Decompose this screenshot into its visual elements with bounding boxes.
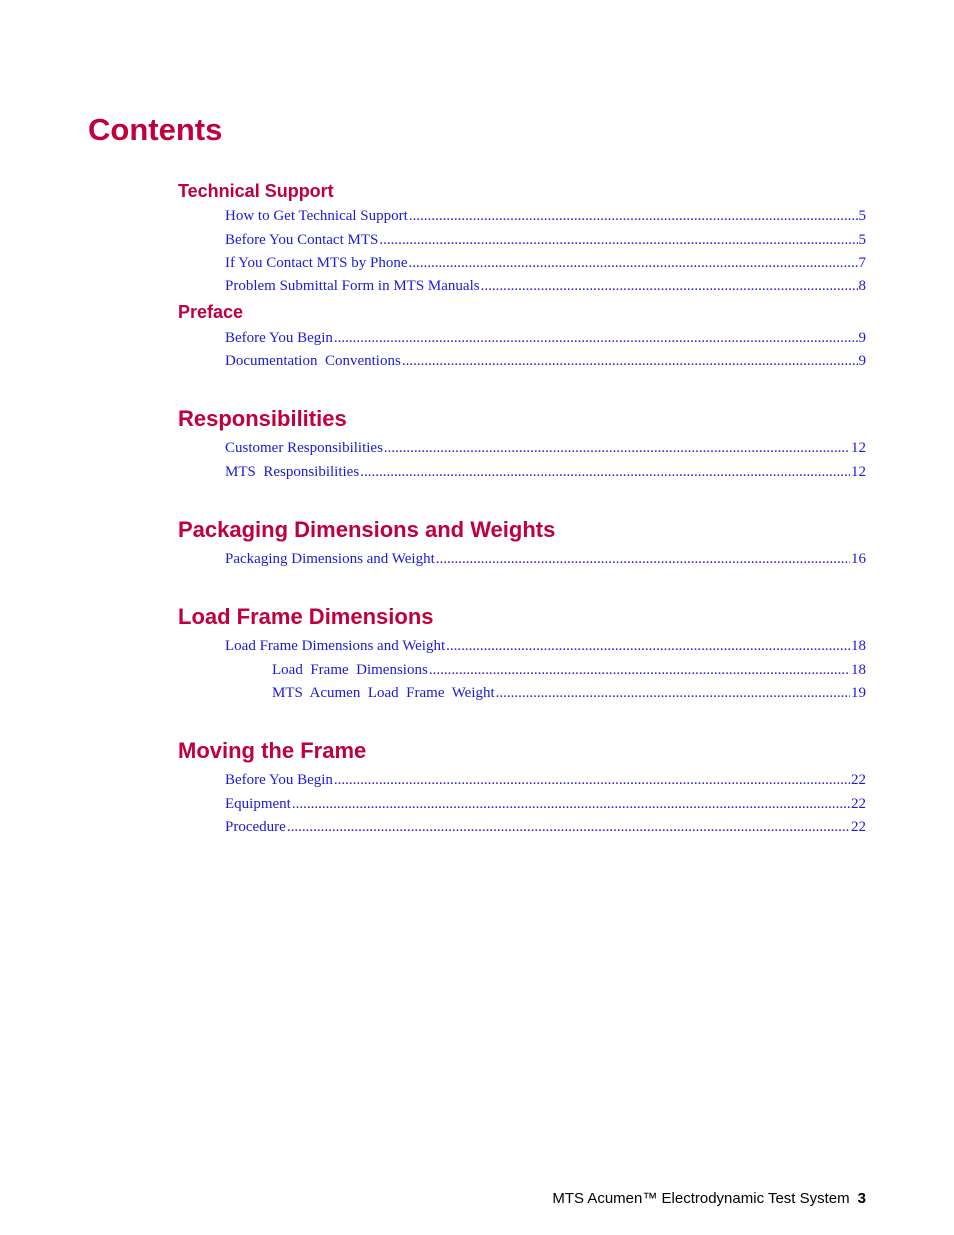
toc-entry-page: 18	[851, 638, 866, 654]
toc-entry-before-you-contact-mts[interactable]	[225, 231, 866, 249]
dot-leader	[334, 771, 850, 789]
section-heading-preface: Preface	[178, 302, 244, 322]
toc-subentry-load-frame-dimensions[interactable]	[272, 661, 866, 679]
dot-leader	[436, 550, 850, 568]
dot-leader	[384, 439, 850, 457]
toc-subentry-mts-acumen-load-frame-weight[interactable]	[272, 684, 866, 702]
dot-leader	[446, 637, 850, 655]
toc-entry-page: 16	[851, 551, 866, 567]
toc-entry-problem-submittal-form[interactable]	[225, 277, 866, 295]
toc-entry-page: 7	[858, 255, 866, 271]
toc-entry-page: 19	[851, 685, 866, 701]
dot-leader	[334, 329, 858, 347]
dot-leader	[402, 352, 858, 370]
toc-entry-label: Procedure	[225, 819, 286, 835]
toc-entry-page: 22	[851, 819, 866, 835]
dot-leader	[292, 795, 850, 813]
section-heading-responsibilities: Responsibilities	[178, 406, 347, 431]
toc-entry-before-you-begin-moving[interactable]	[225, 771, 866, 789]
section-heading-load-frame-dimensions: Load Frame Dimensions	[178, 604, 434, 629]
toc-entry-mts-responsibilities[interactable]	[225, 463, 866, 481]
dot-leader	[287, 818, 850, 836]
toc-entry-label: If You Contact MTS by Phone	[225, 255, 408, 271]
footer-page-number: 3	[857, 1190, 866, 1207]
dot-leader	[429, 661, 850, 679]
toc-entry-label: Load Frame Dimensions	[272, 662, 428, 678]
section-heading-packaging: Packaging Dimensions and Weights	[178, 517, 556, 542]
toc-entry-equipment[interactable]	[225, 795, 866, 813]
toc-entry-label: Before You Begin	[225, 330, 333, 346]
page-footer	[552, 1189, 866, 1209]
toc-entry-label: Equipment	[225, 796, 291, 812]
toc-entry-label: MTS Acumen Load Frame Weight	[272, 685, 495, 701]
dot-leader	[409, 207, 858, 225]
section-heading-technical-support: Technical Support	[178, 181, 334, 201]
toc-entry-page: 9	[858, 330, 866, 346]
toc-entry-before-you-begin[interactable]	[225, 329, 866, 347]
toc-entry-page: 9	[858, 353, 866, 369]
toc-entry-page: 5	[858, 208, 866, 224]
toc-entry-if-you-contact-mts-by-phone[interactable]	[225, 254, 866, 272]
toc-entry-label: Before You Contact MTS	[225, 232, 379, 248]
toc-entry-label: Load Frame Dimensions and Weight	[225, 638, 446, 654]
toc-entry-procedure[interactable]	[225, 818, 866, 836]
dot-leader	[481, 277, 858, 295]
toc-entry-packaging-dimensions-and-weight[interactable]	[225, 550, 866, 568]
toc-entry-label: Problem Submittal Form in MTS Manuals	[225, 278, 480, 294]
dot-leader	[379, 231, 857, 249]
toc-entry-page: 18	[851, 662, 866, 678]
toc-entry-label: Before You Begin	[225, 772, 333, 788]
toc-entry-customer-responsibilities[interactable]	[225, 439, 866, 457]
toc-entry-page: 8	[858, 278, 866, 294]
dot-leader	[360, 463, 850, 481]
toc-entry-page: 12	[851, 440, 866, 456]
toc-entry-page: 12	[851, 464, 866, 480]
toc-entry-label: How to Get Technical Support	[225, 208, 408, 224]
footer-document-title: MTS Acumen™ Electrodynamic Test System	[552, 1190, 850, 1207]
toc-entry-page: 5	[858, 232, 866, 248]
toc-entry-documentation-conventions[interactable]	[225, 352, 866, 370]
toc-entry-label: Customer Responsibilities	[225, 440, 383, 456]
toc-entry-page: 22	[851, 796, 866, 812]
toc-entry-label: Packaging Dimensions and Weight	[225, 551, 435, 567]
toc-entry-page: 22	[851, 772, 866, 788]
page-title: Contents	[88, 112, 223, 147]
dot-leader	[496, 684, 850, 702]
toc-entry-label: MTS Responsibilities	[225, 464, 360, 480]
dot-leader	[409, 254, 858, 272]
toc-entry-how-to-get-technical-support[interactable]	[225, 207, 866, 225]
toc-entry-label: Documentation Conventions	[225, 353, 401, 369]
section-heading-moving-the-frame: Moving the Frame	[178, 738, 367, 763]
toc-entry-load-frame-dimensions-and-weight[interactable]	[225, 637, 866, 655]
